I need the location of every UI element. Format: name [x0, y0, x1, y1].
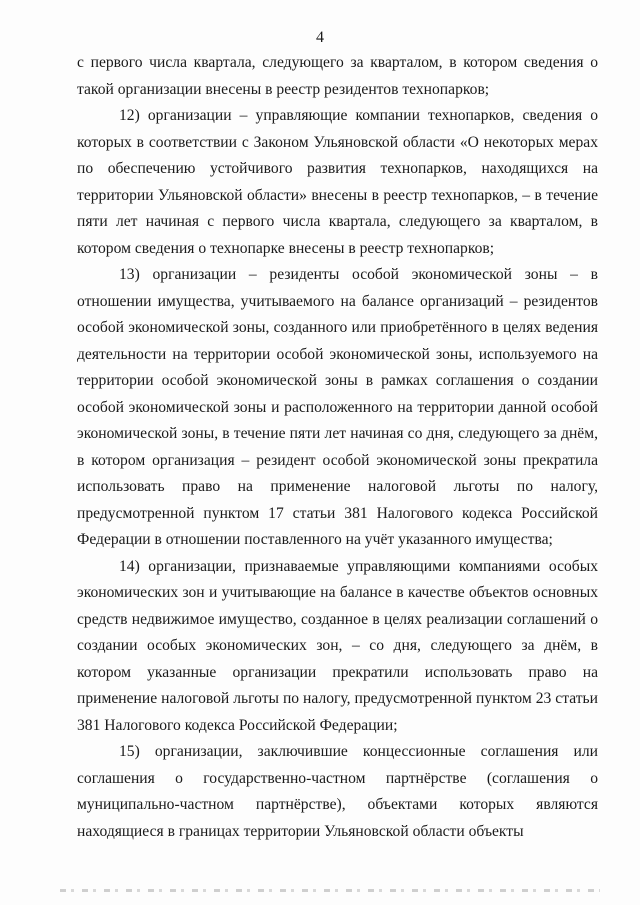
paragraph-item-14: 14) организации, признаваемые управляющими компаниями особых экономических зон и учитывающие на балансе в качестве объектов основных средств недвижимое имущество, созданное в целях реализации соглашений о создании особых экономических зон, – со дня, следующего за днём, в котором указанные организации прекратили использовать право на применение налоговой льготы по налогу, предусмотренной пунктом 23 статьи 381 Налогового кодекса Российской Федерации;	[77, 557, 598, 734]
paragraph-continuation: с первого числа квартала, следующего за кварталом, в котором сведения о такой организации внесены в реестр резидентов технопарков;	[77, 54, 598, 98]
page-number: 4	[316, 29, 324, 46]
paragraph-item-13: 13) организации – резиденты особой экономической зоны – в отношении имущества, учитываемого на балансе организаций – резидентов особой экономической зоны, созданного или приобретённого в целях ведения деятельности на территории особой экономической зоны, используемого на территории особой экономической зоны в рамках соглашения о создании особой экономической зоны и расположенного на территории данной особой экономической зоны, в течение пяти лет начиная со дня, следующего за днём, в котором организация – резидент особой экономической зоны прекратила использовать право на применение налоговой льготы по налогу, предусмотренной пунктом 17 статьи 381 Налогового кодекса Российской Федерации в отношении поставленного на учёт указанного имущества;	[77, 266, 598, 548]
paragraph-item-12: 12) организации – управляющие компании технопарков, сведения о которых в соответствии с Законом Ульяновской области «О некоторых мерах по обеспечению устойчивого развития технопарков, находящихся на территории Ульяновской области» внесены в реестр технопарков, – в течение пяти лет начиная с первого числа квартала, следующего за кварталом, в котором сведения о технопарке внесены в реестр технопарков;	[77, 107, 598, 257]
scan-artifact-strip	[60, 889, 600, 892]
paragraph-item-15: 15) организации, заключившие концессионные соглашения или соглашения о государственно-частном партнёрстве (соглашения о муниципально-частном партнёрстве), объектами которых являются находящиеся в границах территории Ульяновской области объекты	[77, 743, 598, 840]
document-body	[77, 50, 598, 845]
